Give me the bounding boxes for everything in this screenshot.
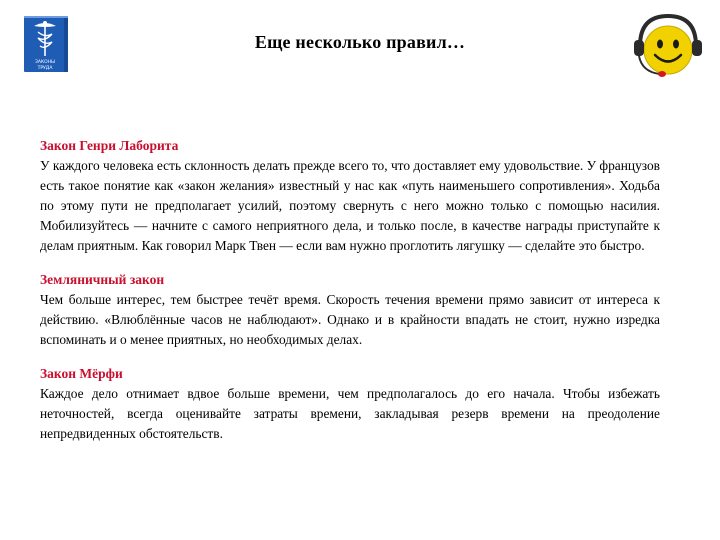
logo-caption-1: ЗАКОНЫ xyxy=(34,60,56,65)
mascot-graphic xyxy=(630,12,706,82)
logo-caption-2: ТРУДА xyxy=(37,66,53,71)
section-title: Закон Мёрфи xyxy=(40,366,123,381)
headset-smiley-icon xyxy=(630,12,706,82)
section-title: Земляничный закон xyxy=(40,272,165,287)
rules-content xyxy=(40,136,660,458)
section-text: Каждое дело отнимает вдвое больше времени, чем предполагалось до его начала. Чтобы избежать неточностей, всегда оценивайте затраты времени, закладывая резерв времени на преодоление непредвиденных обстоятельств. xyxy=(40,386,660,441)
section-text: Чем больше интерес, тем быстрее течёт время. Скорость течения времени прямо зависит от интереса к действию. «Влюблённые часов не наблюдают». Однако и в крайности впадать не стоит, нужно изредка вспоминать и о менее приятных, но необходимых делах. xyxy=(40,292,660,347)
page-title: Еще несколько правил… xyxy=(254,32,466,52)
section-murphy xyxy=(40,364,660,444)
section-laborit xyxy=(40,136,660,256)
section-strawberry xyxy=(40,270,660,350)
section-text: У каждого человека есть склонность делать прежде всего то, что доставляет ему удовольствие. У французов есть такое понятие как «закон желания» известный у нас как «путь наименьшего сопротивления». Ходьба по этому пути не предполагает усилий, поэтому свернуть с него можно только с помощью насилия. Мобилизуйтесь — начните с самого неприятного дела, и только после, в качестве награды приступайте к делам приятным. Как говорил Марк Твен — если вам нужно проглотить лягушку — сделайте это быстро. xyxy=(40,158,660,253)
section-title: Закон Генри Лаборита xyxy=(40,138,179,153)
